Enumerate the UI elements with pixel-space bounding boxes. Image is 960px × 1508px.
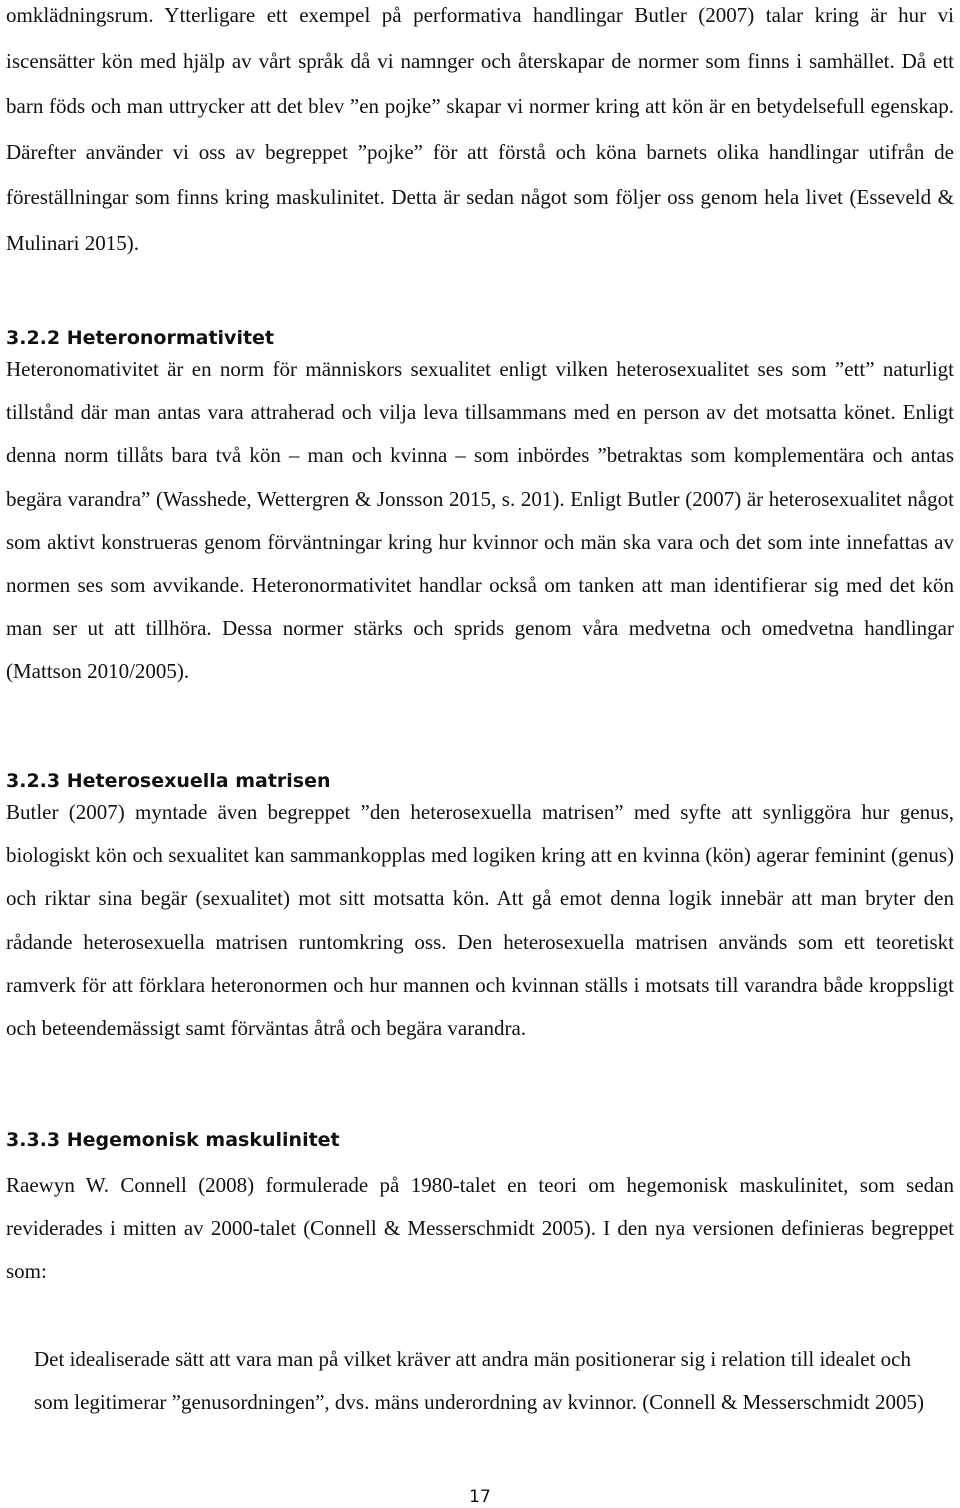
section-heading-heterosexuella-matrisen: 3.2.3 Heterosexuella matrisen <box>6 770 331 792</box>
section-text-heteronormativitet: Heteronomativitet är en norm för människors sexualitet enligt vilken heterosexualitet ses som ”ett” naturligt tillstånd där man antas vara attraherad och vilja leva tillsammans med en person av det motsatta könet. Enligt denna norm tillåts bara två kön – man och kvinna – som inbördes ”betraktas som komplementära och antas begära varandra” (Wasshede, Wettergren & Jonsson 2015, s. 201). Enligt Butler (2007) är heterosexualitet något som aktivt konstrueras genom förväntningar kring hur kvinnor och män ska vara och det som inte innefattas av normen ses som avvikande. Heteronormativitet handlar också om tanken att man identifierar sig med det kön man ser ut att tillhöra. Dessa normer stärks och sprids genom våra medvetna och omedvetna handlingar (Mattson 2010/2005). <box>6 357 954 684</box>
block-quote: Det idealiserade sätt att vara man på vilket kräver att andra män positionerar sig i relation till idealet och som legitimerar ”genusordningen”, dvs. mäns underordning av kvinnor. (Connell & Messerschmidt 2005) <box>34 1347 925 1415</box>
page-number: 17 <box>469 1487 491 1507</box>
body-paragraph: omklädningsrum. Ytterligare ett exempel på performativa handlingar Butler (2007) talar kring är hur vi iscensätter kön med hjälp av vårt språk då vi namnger och återskapar de normer som finns i samhället. Då ett barn föds och man uttrycker att det blev ”en pojke” skapar vi normer kring att kön är en betydelsefull egenskap. Därefter använder vi oss av begreppet ”pojke” för att förstå och köna barnets olika handlingar utifrån de föreställningar som finns kring maskulinitet. Detta är sedan något som följer oss genom hela livet (Esseveld & Mulinari 2015). <box>6 3 954 255</box>
section-heading-hegemonisk-maskulinitet: 3.3.3 Hegemonisk maskulinitet <box>6 1129 340 1151</box>
section-text-hegemonisk-maskulinitet: Raewyn W. Connell (2008) formulerade på 1980-talet en teori om hegemonisk maskulinitet, som sedan reviderades i mitten av 2000-talet (Connell & Messerschmidt 2005). I den nya versionen definieras begreppet som: <box>6 1173 954 1284</box>
section-heading-heteronormativitet: 3.2.2 Heteronormativitet <box>6 327 275 349</box>
section-text-heterosexuella-matrisen: Butler (2007) myntade även begreppet ”den heterosexuella matrisen” med syfte att synliggöra hur genus, biologiskt kön och sexualitet kan sammankopplas med logiken kring att en kvinna (kön) agerar feminint (genus) och riktar sina begär (sexualitet) mot sitt motsatta kön. Att gå emot denna logik innebär att man bryter den rådande heterosexuella matrisen runtomkring oss. Den heterosexuella matrisen används som ett teoretiskt ramverk för att förklara heteronormen och hur mannen och kvinnan ställs i motsats till varandra både kroppsligt och beteendemässigt samt förväntas åtrå och begära varandra. <box>6 800 954 1041</box>
